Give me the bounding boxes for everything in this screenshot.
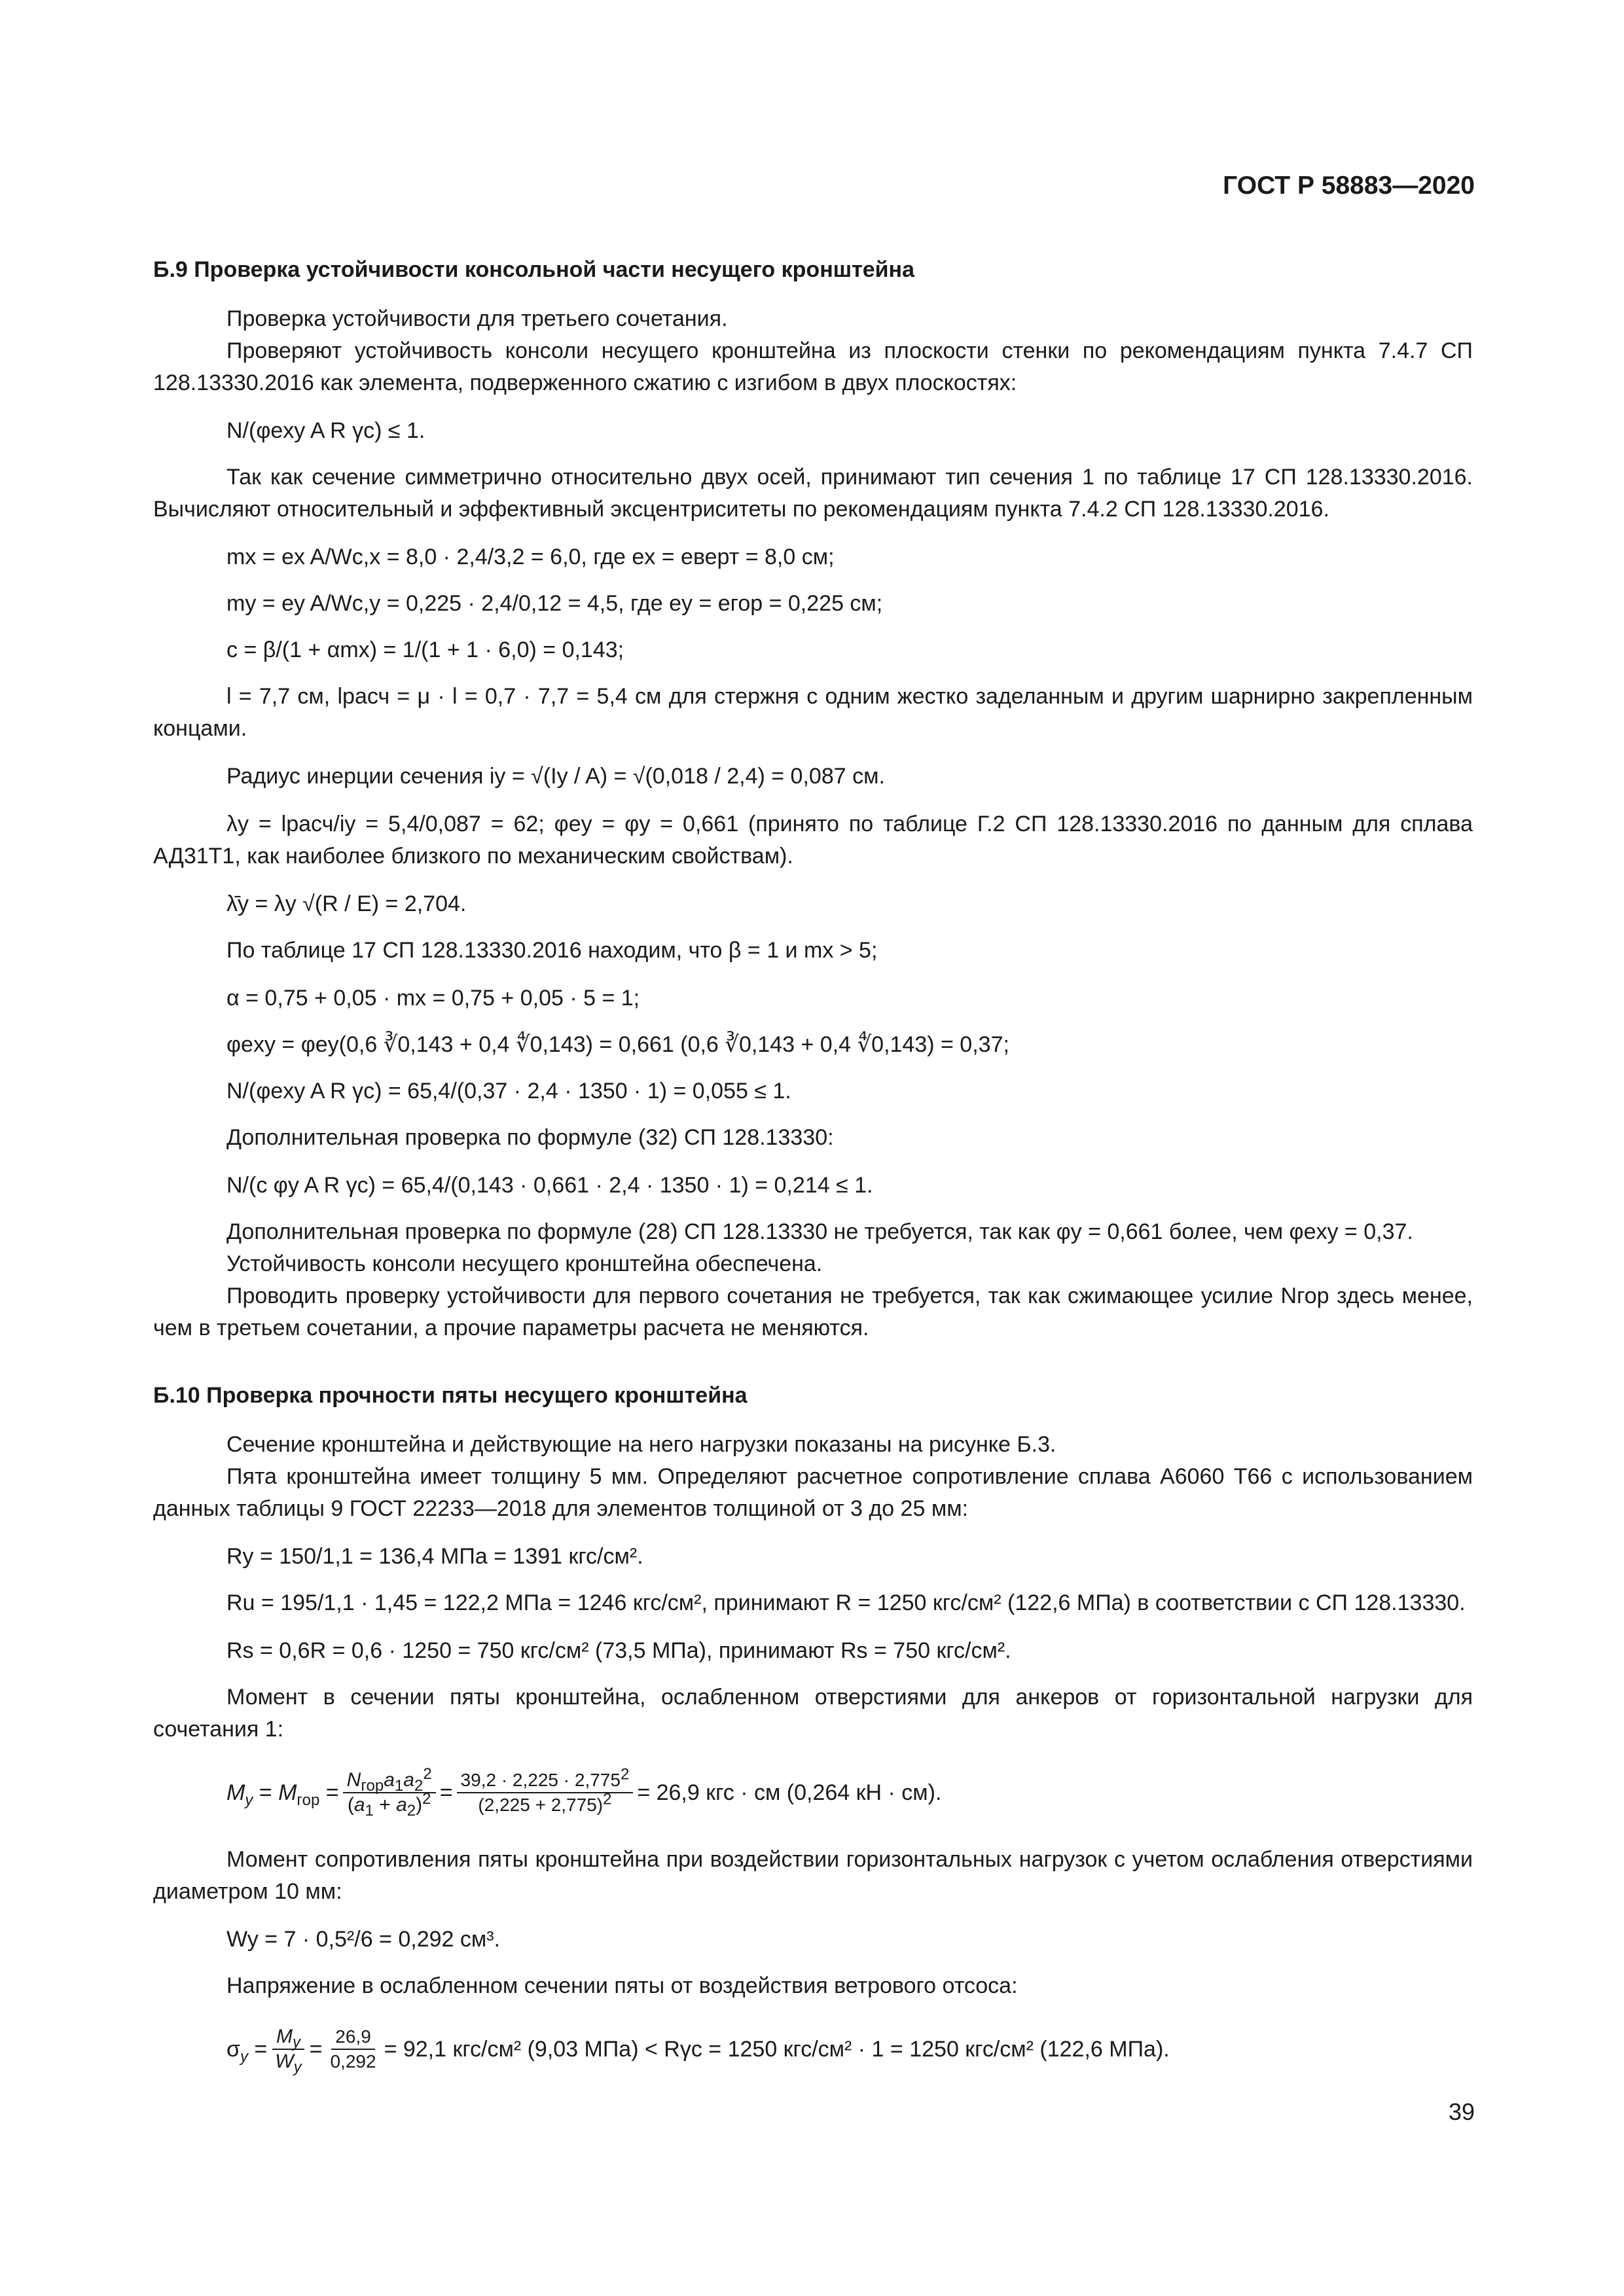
formula: Ry = 150/1,1 = 136,4 МПа = 1391 кгс/см². (226, 1544, 643, 1569)
paragraph: Дополнительная проверка по формуле (32) СП 128.13330: (226, 1125, 834, 1150)
fraction: $\frac{N_{гор}a_1a_2^2}{(a_1 + a_2)^2}$ (343, 1768, 436, 1817)
paragraph: Так как сечение симметрично относительно двух осей, принимают тип сечения 1 по таблице 17 СП 128.13330.2016. Вычисляют относительный и эффективный эксцентриситеты по рекомендациям пункта 7.4.2 СП 128.13330.2016. (153, 465, 1473, 522)
page-content (153, 254, 1473, 2100)
paragraph: Момент сопротивления пяты кронштейна при воздействии горизонтальных нагрузок с учетом ослабления отверстиями диаметром 10 мм: (153, 1847, 1473, 1904)
formula: λ̄y = λy √(R / E) = 2,704. (226, 891, 467, 916)
formula-result: = 26,9 кгс · см (0,264 кН · см). (637, 1780, 942, 1805)
stress-formula: $\sigma_y$ = $\frac{M_y}{W_y}$ = $\frac{26,9}{0,292}$ = 92,1 кгс/см² (9,03 МПа) < Rγc = 1250 кгс/см² · 1 = 1250 кгс/см² (122,6 МПа). (226, 2026, 1170, 2076)
formula-lhs: $\sigma_y$ = (226, 2036, 268, 2066)
formula-lhs: $M_y = M_{гор}$ = (226, 1780, 339, 1809)
fraction: $\frac{26,9}{0,292}$ (330, 2026, 376, 2072)
formula: my = ey A/Wc,y = 0,225 · 2,4/0,12 = 4,5, где ey = eгор = 0,225 см; (226, 591, 883, 616)
formula: c = β/(1 + αmx) = 1/(1 + 1 · 6,0) = 0,143; (226, 637, 624, 662)
paragraph: l = 7,7 см, lрасч = μ · l = 0,7 · 7,7 = 5,4 см для стержня с одним жестко заделанным и другим шарнирно закрепленным концами. (153, 684, 1473, 741)
paragraph: Проводить проверку устойчивости для первого сочетания не требуется, так как сжимающее усилие Nгор здесь менее, чем в третьем сочетании, а прочие параметры расчета не меняются. (153, 1283, 1473, 1340)
paragraph: Радиус инерции сечения iy = √(Iy / A) = √(0,018 / 2,4) = 0,087 см. (226, 764, 885, 789)
paragraph: По таблице 17 СП 128.13330.2016 находим, что β = 1 и mx > 5; (226, 938, 878, 963)
paragraph: Пята кронштейна имеет толщину 5 мм. Определяют расчетное сопротивление сплава А6060 Т66 с использованием данных таблицы 9 ГОСТ 22233—2018 для элементов толщиной от 3 до 25 мм: (153, 1464, 1473, 1521)
formula: φexy = φey(0,6 ∛0,143 + 0,4 ∜0,143) = 0,661 (0,6 ∛0,143 + 0,4 ∜0,143) = 0,37; (226, 1032, 1009, 1057)
formula: Rs = 0,6R = 0,6 · 1250 = 750 кгс/см² (73,5 МПа), принимают Rs = 750 кгс/см². (226, 1638, 1011, 1663)
formula: mx = ex A/Wc,x = 8,0 · 2,4/3,2 = 6,0, где ex = eверт = 8,0 см; (226, 545, 835, 569)
formula: N/(φexy A R γc) = 65,4/(0,37 · 2,4 · 1350 · 1) = 0,055 ≤ 1. (226, 1079, 791, 1103)
section-b9-heading: Б.9 Проверка устойчивости консольной части несущего кронштейна (153, 257, 914, 282)
paragraph: Проверка устойчивости для третьего сочетания. (226, 306, 728, 331)
paragraph: Проверяют устойчивость консоли несущего кронштейна из плоскости стенки по рекомендациям пункта 7.4.7 СП 128.13330.2016 как элемента, подверженного сжатию с изгибом в двух плоскостях: (153, 338, 1473, 395)
formula: Wy = 7 · 0,5²/6 = 0,292 см³. (226, 1927, 501, 1952)
paragraph: Дополнительная проверка по формуле (28) СП 128.13330 не требуется, так как φy = 0,661 более, чем φexy = 0,37. (226, 1219, 1413, 1244)
paragraph: Сечение кронштейна и действующие на него нагрузки показаны на рисунке Б.3. (226, 1432, 1056, 1457)
page-number: 39 (1448, 2098, 1475, 2125)
formula: α = 0,75 + 0,05 · mx = 0,75 + 0,05 · 5 = 1; (226, 986, 640, 1011)
moment-formula: $M_y = M_{гор}$ = $\frac{N_{гор}a_1a_2^2}{(a_1 + a_2)^2}$ = $\frac{39,2 \cdot 2,225 \cdot 2,775^2}{(2,225 + 2,775)^2}$ = 26,9 кгс · см (0,264 кН · см). (226, 1765, 942, 1820)
document-header: ГОСТ Р 58883—2020 (1223, 171, 1475, 200)
fraction: $\frac{39,2 \cdot 2,225 \cdot 2,775^2}{(2,225 + 2,775)^2}$ (457, 1768, 634, 1817)
fraction: $\frac{M_y}{W_y}$ (271, 2025, 305, 2073)
formula: N/(φexy A R γc) ≤ 1. (226, 418, 425, 443)
formula: N/(c φy A R γc) = 65,4/(0,143 · 0,661 · 2,4 · 1350 · 1) = 0,214 ≤ 1. (226, 1173, 873, 1198)
section-b10-heading: Б.10 Проверка прочности пяты несущего кронштейна (153, 1383, 748, 1408)
formula-result: = 92,1 кгс/см² (9,03 МПа) < Rγc = 1250 кгс/см² · 1 = 1250 кгс/см² (122,6 МПа). (384, 2036, 1170, 2062)
paragraph: Устойчивость консоли несущего кронштейна обеспечена. (226, 1251, 823, 1276)
paragraph: λy = lрасч/iy = 5,4/0,087 = 62; φey = φy = 0,661 (принято по таблице Г.2 СП 128.13330.2016 по данным для сплава АД31Т1, как наиболее близкого по механическим свойствам). (153, 812, 1473, 869)
paragraph: Момент в сечении пяты кронштейна, ослабленном отверстиями для анкеров от горизонтальной нагрузки для сочетания 1: (153, 1685, 1473, 1742)
paragraph: Напряжение в ослабленном сечении пяты от воздействия ветрового отсоса: (226, 1973, 1018, 1998)
paragraph: Ru = 195/1,1 · 1,45 = 122,2 МПа = 1246 кгс/см², принимают R = 1250 кгс/см² (122,6 МПа) в соответствии с СП 128.13330. (226, 1590, 1466, 1615)
